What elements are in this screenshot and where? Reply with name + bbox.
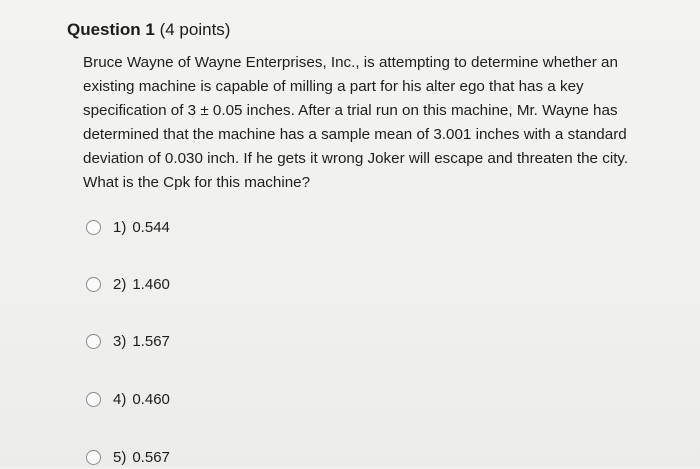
answer-option-4[interactable] — [86, 387, 170, 411]
answer-option-3[interactable] — [86, 329, 170, 353]
option-value: 0.567 — [132, 448, 170, 466]
option-number: 2) — [113, 275, 127, 293]
answer-option-5[interactable] — [86, 445, 170, 469]
radio-button[interactable] — [86, 220, 101, 235]
question-text-line: deviation of 0.030 inch. If he gets it wrong Joker will escape and threaten the city. — [83, 150, 629, 167]
question-number: Question 1 — [67, 20, 155, 39]
question-text-line: specification of 3 ± 0.05 inches. After a trial run on this machine, Mr. Wayne has — [83, 102, 618, 119]
option-number: 1) — [113, 218, 127, 236]
option-number: 5) — [113, 448, 127, 466]
question-prompt — [83, 51, 668, 195]
option-number: 3) — [113, 332, 127, 350]
question-text-line: determined that the machine has a sample mean of 3.001 inches with a standard — [83, 126, 627, 143]
option-value: 0.544 — [132, 218, 170, 236]
radio-button[interactable] — [86, 334, 101, 349]
radio-button[interactable] — [86, 392, 101, 407]
radio-button[interactable] — [86, 277, 101, 292]
question-text-line: existing machine is capable of milling a part for his alter ego that has a key — [83, 78, 584, 95]
option-number: 4) — [113, 390, 127, 408]
radio-button[interactable] — [86, 450, 101, 465]
question-points: (4 points) — [159, 20, 231, 39]
question-header — [67, 20, 230, 40]
option-value: 1.460 — [132, 275, 170, 293]
question-text-line: What is the Cpk for this machine? — [83, 174, 311, 191]
answer-option-1[interactable] — [86, 215, 170, 239]
question-text-line: Bruce Wayne of Wayne Enterprises, Inc., is attempting to determine whether an — [83, 54, 618, 71]
answer-option-2[interactable] — [86, 272, 170, 296]
option-value: 1.567 — [132, 332, 170, 350]
option-value: 0.460 — [132, 390, 170, 408]
